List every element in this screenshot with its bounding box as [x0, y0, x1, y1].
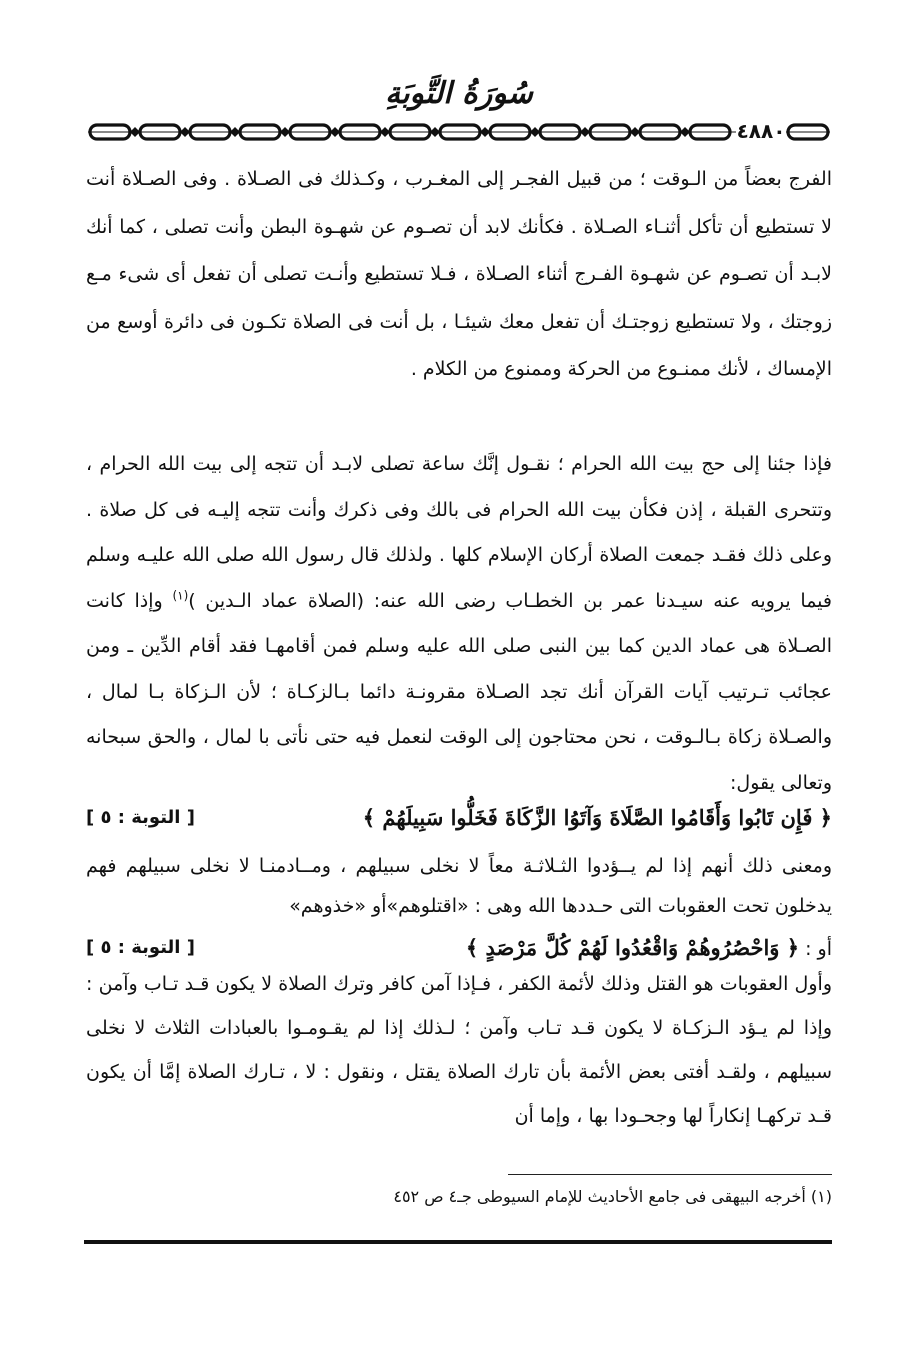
verse-reference: [ التوبة : ٥ ] [86, 937, 195, 958]
paragraph-4: وأول العقوبات هو القتل وذلك لأئمة الكفر ، فـإذا آمن كافر وترك الصلاة لا يكون قـد تـاب وآمن : وإذا لم يـؤد الـزكـاة لا يكون قـد تـاب وآمن ؛ لـذلك إذا لم يقـومـوا بالعبادات الثلاث لا نخلى سبيلهم ، ولقـد أفتى بعض الأئمة بأن تارك الصلاة يقتل ، ونقول : لا ، تـارك الصلاة إمَّا أن يكون قـد تركهـا إنكاراً لها وجحـودا بها ، وإما أن [86, 973, 832, 1127]
paragraph-3: ومعنى ذلك أنهم إذا لم يــؤدوا الثـلاثـة معاً لا نخلى سبيلهم ، ومــادمنـا لا نخلى سبيلهم فهم يدخلون تحت العقوبات التى حـددها الله وهى : «اقتلوهم»أو «خذوهم» [86, 855, 832, 917]
footnote-separator [508, 1174, 832, 1175]
paragraph-2 [86, 442, 832, 806]
bottom-rule [84, 1240, 832, 1244]
surah-title: سُورَةُ التَّوبَةِ [385, 76, 533, 111]
header-ornament-border [88, 122, 830, 142]
paragraph-2-part-2: وإذا كانت الصـلاة هى عماد الدين كما بين النبى صلى الله عليه وسلم فمن أقامهـا فقد أقام الدِّين ـ ومن عجائب تـرتيب آيات القرآن أنك تجد الصـلاة مقرونـة دائما بـالزكـاة ؛ لأن الـزكاة بـا لمال ، والصـلاة زكاة بـالـوقت ، نحن محتاجون إلى الوقت لنعمل فيه حتى نأتى با لمال ، والحق سبحانه وتعالى يقول: [86, 589, 832, 794]
page-number: ٤٨٨٠ [736, 119, 786, 143]
verse-reference: [ التوبة : ٥ ] [86, 807, 195, 828]
footnote: (١) أخرجه البيهقى فى جامع الأحاديث للإمام السيوطى جـ٤ ص ٤٥٢ [393, 1187, 832, 1206]
verse-lead-word: أو : [799, 938, 832, 960]
verse-text: ﴿ فَإِن تَابُوا وَأَقَامُوا الصَّلَاةَ وَآتَوُا الزَّكَاةَ فَخَلُّوا سَبِيلَهُمْ ﴾ [362, 805, 832, 830]
footnote-reference: (١) [172, 588, 189, 603]
paragraph-1: الفرج بعضاً من الـوقت ؛ من قبيل الفجـر إلى المغـرب ، وكـذلك فى الصـلاة . وفى الصـلاة أنت لا تستطيع أن تأكل أثنـاء الصـلاة . فكأنك لابد أن تصـوم عن شهـوة البطن وأنت تصلى ، كما أنك لابـد أن تصـوم عن شهـوة الفـرج أثناء الصـلاة ، فـلا تستطيع وأنـت تصلى أن تفعل أى شىء مـع زوجتك ، ولا تستطيع زوجتـك أن تفعل معك شيئـا ، بل أنت فى الصلاة تكـون فى دائرة أوسع من الإمساك ، لأنك ممنـوع من الحركة وممنوع من الكلام . [86, 168, 832, 380]
paragraph-2-part-1: فإذا جئنا إلى حج بيت الله الحرام ؛ نقـول إنَّك ساعة تصلى لابـد أن تتجه إلى بيت الله الحرام ، وتتحرى القبلة ، إذن فكأن بيت الله الحرام فى بالك وفى ذكرك وأنت تتجه إليـه فى كل صلاة . وعلى ذلك فقـد جمعت الصلاة أركان الإسلام كلها . ولذلك قال رسول الله صلى الله عليـه وسلم فيما يرويه عنه سيـدنا عمر بن الخطـاب رضى الله عنه: (الصلاة عماد الـدين ) [86, 453, 832, 612]
quran-verse-1 [86, 796, 832, 840]
verse-text: ﴿ وَاحْصُرُوهُمْ وَاقْعُدُوا لَهُمْ كُلَّ مَرْصَدٍ ﴾ [465, 935, 800, 960]
